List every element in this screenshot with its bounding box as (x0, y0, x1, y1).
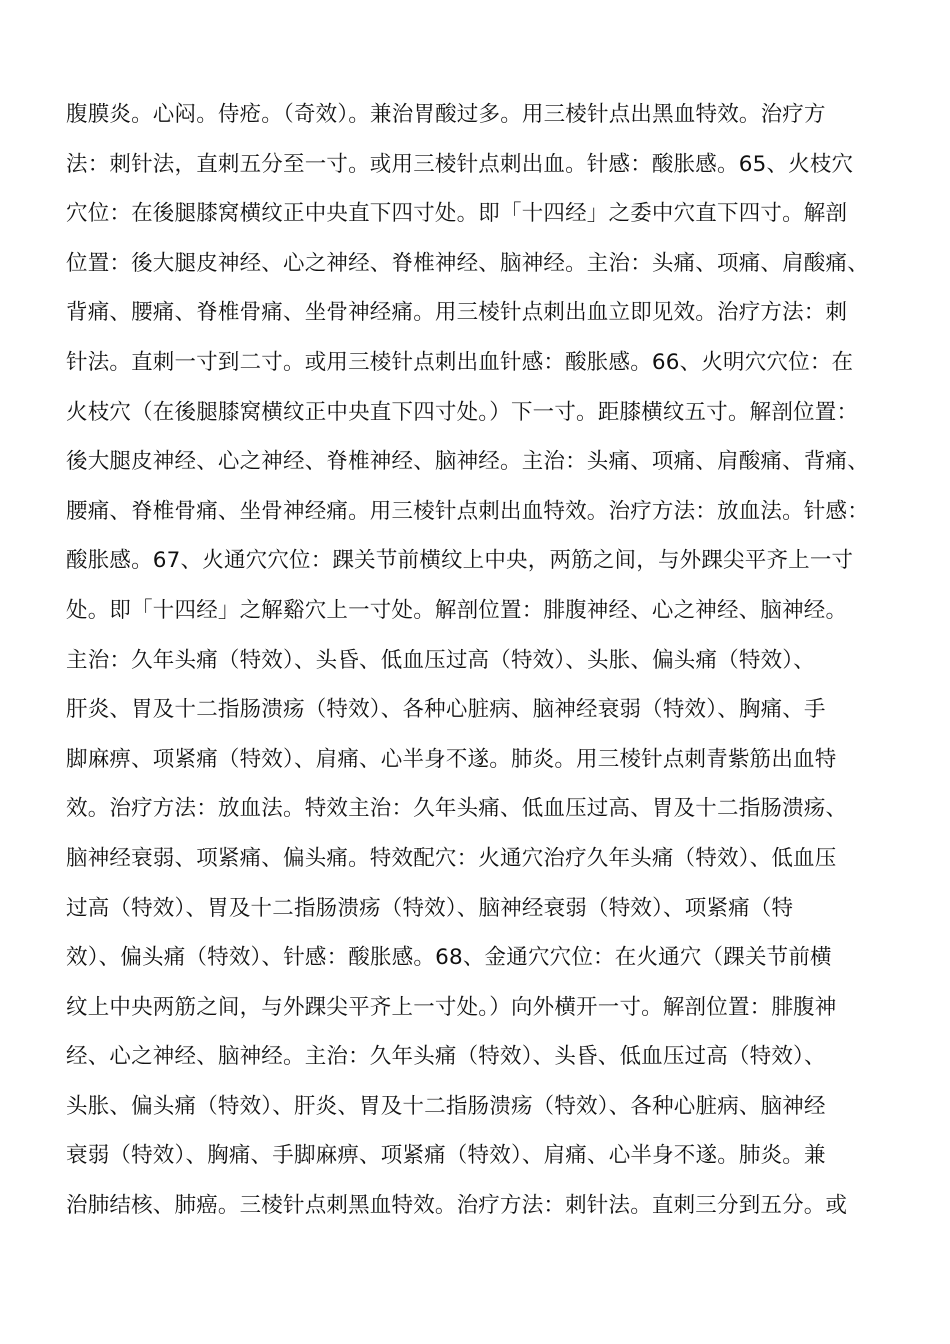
text-line: 治肺结核、肺癌。三棱针点刺黑血特效。治疗方法：刺针法。直刺三分到五分。或 (66, 1193, 848, 1219)
text-line: 腰痛、脊椎骨痛、坐骨神经痛。用三棱针点刺出血特效。治疗方法：放血法。针感： (66, 498, 869, 524)
text-line: 法：刺针法，直刺五分至一寸。或用三棱针点刺出血。针感：酸胀感。65、火枝穴 (66, 151, 854, 177)
text-line: 位置：後大腿皮神经、心之神经、脊椎神经、脑神经。主治：头痛、项痛、肩酸痛、 (66, 250, 869, 276)
text-line: 经、心之神经、脑神经。主治：久年头痛（特效）、头昏、低血压过高（特效）、 (66, 1044, 826, 1070)
text-line: 肝炎、胃及十二指肠溃疡（特效）、各种心脏病、脑神经衰弱（特效）、胸痛、手 (66, 697, 826, 723)
text-line: 酸胀感。67、火通穴穴位：踝关节前横纹上中央，两筋之间，与外踝尖平齐上一寸 (66, 548, 854, 574)
text-line: 脑神经衰弱、项紧痛、偏头痛。特效配穴：火通穴治疗久年头痛（特效）、低血压 (66, 845, 837, 871)
text-line: 腹膜炎。心闷。侍疮。（奇效）。兼治胃酸过多。用三棱针点出黑血特效。治疗方 (66, 102, 826, 127)
text-line: 穴位：在後腿膝窝横纹正中央直下四寸处。即「十四经」之委中穴直下四寸。解剖 (66, 201, 848, 227)
text-line: 针法。直刺一寸到二寸。或用三棱针点刺出血针感：酸胀感。66、火明穴穴位：在 (66, 349, 854, 375)
text-line: 效。治疗方法：放血法。特效主治：久年头痛、低血压过高、胃及十二指肠溃疡、 (66, 796, 848, 822)
body-text (66, 90, 896, 1231)
text-line: 背痛、腰痛、脊椎骨痛、坐骨神经痛。用三棱针点刺出血立即见效。治疗方法：刺 (66, 300, 848, 326)
text-line: 处。即「十四经」之解谿穴上一寸处。解剖位置：腓腹神经、心之神经、脑神经。 (66, 597, 848, 623)
text-line: 衰弱（特效）、胸痛、手脚麻痹、项紧痛（特效）、肩痛、心半身不遂。肺炎。兼 (66, 1143, 826, 1169)
text-line: 火枝穴（在後腿膝窝横纹正中央直下四寸处。）下一寸。距膝横纹五寸。解剖位置： (66, 399, 859, 425)
text-line: 纹上中央两筋之间，与外踝尖平齐上一寸处。）向外横开一寸。解剖位置：腓腹神 (66, 994, 837, 1020)
text-line: 脚麻痹、项紧痛（特效）、肩痛、心半身不遂。肺炎。用三棱针点刺青紫筋出血特 (66, 746, 837, 772)
text-line: 後大腿皮神经、心之神经、脊椎神经、脑神经。主治：头痛、项痛、肩酸痛、背痛、 (66, 449, 869, 475)
text-line: 效）、偏头痛（特效）、针感：酸胀感。68、金通穴穴位：在火通穴（踝关节前横 (66, 945, 832, 971)
text-line: 过高（特效）、胃及十二指肠溃疡（特效）、脑神经衰弱（特效）、项紧痛（特 (66, 895, 794, 921)
text-line: 头胀、偏头痛（特效）、肝炎、胃及十二指肠溃疡（特效）、各种心脏病、脑神经 (66, 1093, 826, 1119)
text-line: 主治：久年头痛（特效）、头昏、低血压过高（特效）、头胀、偏头痛（特效）、 (66, 647, 815, 673)
